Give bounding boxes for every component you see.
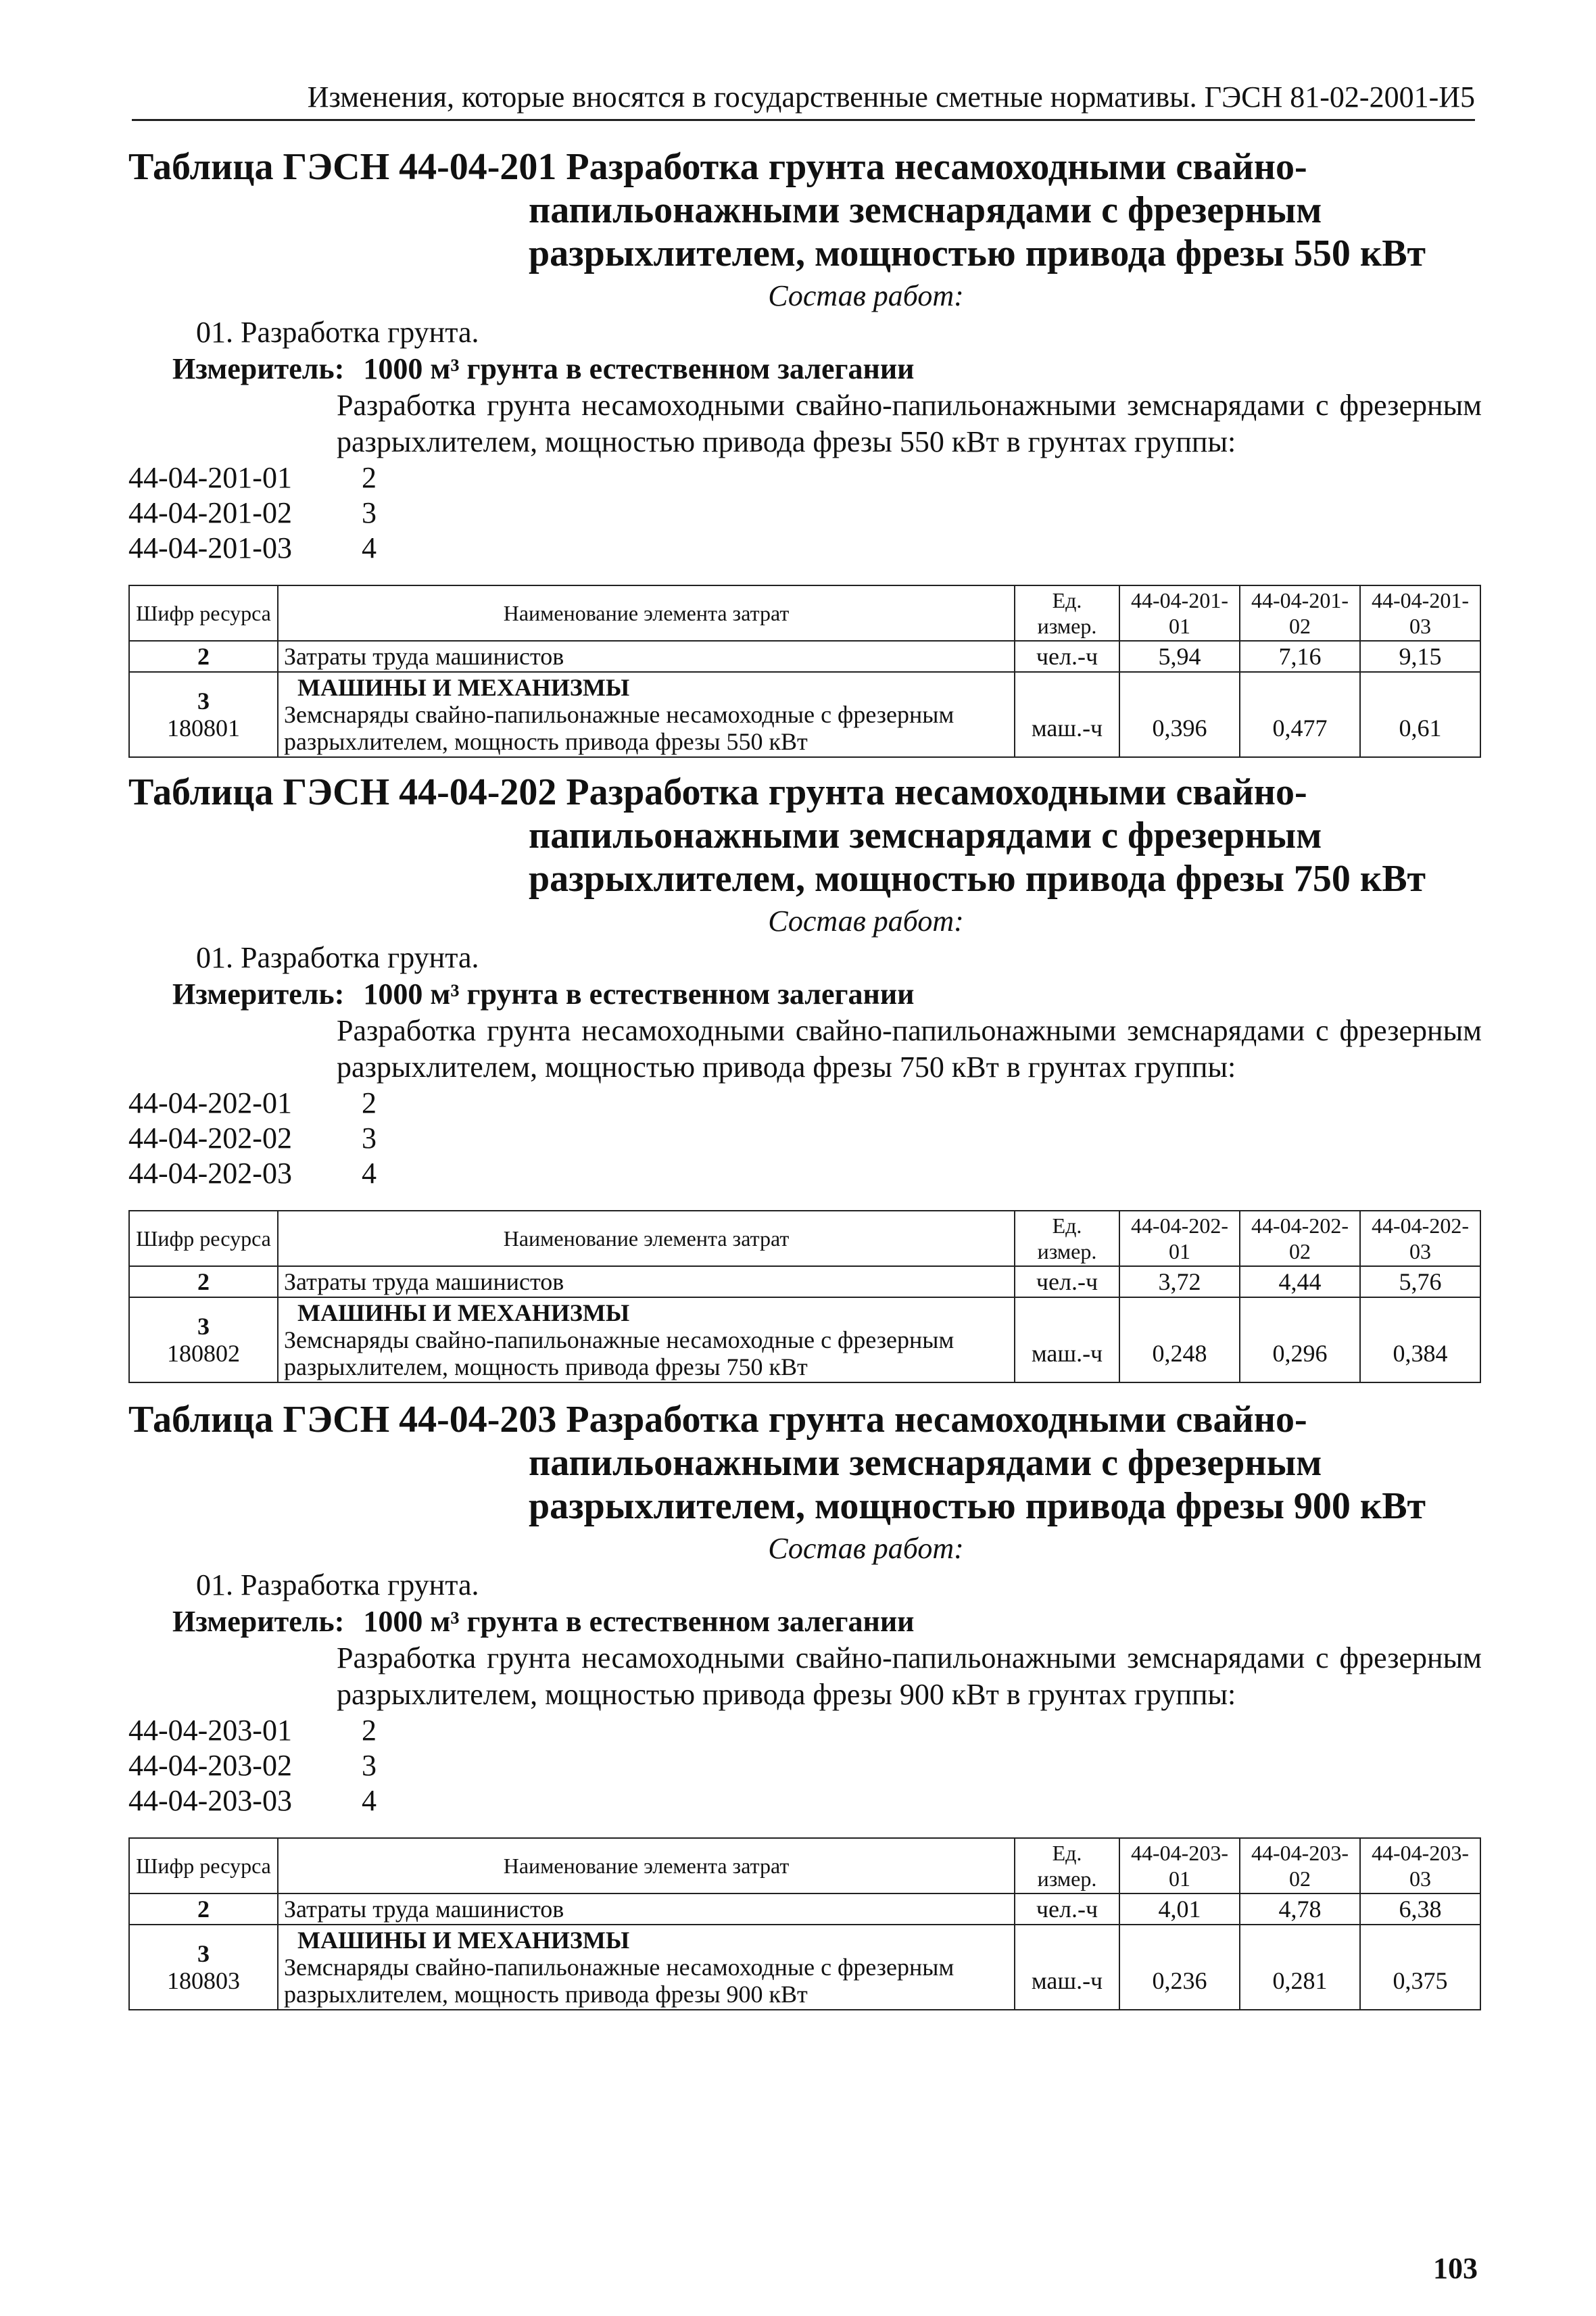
norm-table-section bbox=[128, 1398, 1482, 2010]
resource-code: 180803 bbox=[167, 1967, 240, 1994]
cell-value bbox=[1240, 1297, 1360, 1382]
cell-unit bbox=[1015, 672, 1119, 757]
col-norm-header: 44-04-203-02 bbox=[1240, 1838, 1360, 1893]
col-norm-header: 44-04-203-03 bbox=[1360, 1838, 1480, 1893]
meter bbox=[128, 351, 1482, 387]
norm-code-row bbox=[128, 1713, 1482, 1748]
soil-group: 2 bbox=[362, 1086, 377, 1119]
cell-name bbox=[278, 1297, 1015, 1382]
resources-table bbox=[128, 585, 1481, 758]
resource-unit: маш.-ч bbox=[1031, 1967, 1103, 1994]
norm-code: 44-04-203-01 bbox=[128, 1714, 292, 1747]
cell-value: 4,78 bbox=[1240, 1893, 1360, 1925]
norm-code-row bbox=[128, 1156, 1482, 1191]
table-header-row bbox=[129, 1211, 1480, 1266]
norm-code: 44-04-203-03 bbox=[128, 1784, 292, 1817]
meter-value: 1000 м³ грунта в естественном залегании bbox=[363, 1605, 915, 1638]
cell-value: 4,01 bbox=[1119, 1893, 1240, 1925]
col-unit-header: Ед. измер. bbox=[1015, 585, 1119, 641]
machinery-group-name: МАШИНЫ И МЕХАНИЗМЫ bbox=[297, 1299, 630, 1326]
soil-group: 2 bbox=[362, 461, 377, 494]
resource-value: 0,375 bbox=[1393, 1967, 1448, 1994]
cell-name: Затраты труда машинистов bbox=[278, 641, 1015, 672]
norm-code-row bbox=[128, 1121, 1482, 1156]
machinery-group-name: МАШИНЫ И МЕХАНИЗМЫ bbox=[297, 674, 630, 701]
col-norm-header: 44-04-201-01 bbox=[1119, 585, 1240, 641]
machinery-group-code: 3 bbox=[197, 1940, 210, 1967]
resource-value: 0,296 bbox=[1272, 1340, 1328, 1367]
cell-unit bbox=[1015, 1297, 1119, 1382]
resource-code: 180801 bbox=[167, 715, 240, 742]
cell-name: Затраты труда машинистов bbox=[278, 1893, 1015, 1925]
cell-value: 5,76 bbox=[1360, 1266, 1480, 1297]
cell-unit bbox=[1015, 1925, 1119, 2010]
operation: 01. Разработка грунта. bbox=[196, 1568, 479, 1601]
page-number: 103 bbox=[1433, 2252, 1478, 2285]
col-name-header: Наименование элемента затрат bbox=[278, 585, 1015, 641]
cell-code: 2 bbox=[129, 641, 278, 672]
table-row-machinery bbox=[129, 1925, 1480, 2010]
cell-value bbox=[1360, 672, 1480, 757]
norm-code-row bbox=[128, 496, 1482, 531]
col-unit-header: Ед. измер. bbox=[1015, 1838, 1119, 1893]
meter-value: 1000 м³ грунта в естественном залегании bbox=[363, 978, 915, 1011]
cell-value: 9,15 bbox=[1360, 641, 1480, 672]
description: Разработка грунта несамоходными свайно-папильонажными земснарядами с фрезерным разрыхлителем, мощностью привода фрезы 750 кВт в грунтах группы: bbox=[337, 1014, 1482, 1084]
table-header-row bbox=[129, 585, 1480, 641]
soil-group: 3 bbox=[362, 1121, 377, 1155]
resource-value: 0,281 bbox=[1272, 1967, 1328, 1994]
norm-codes bbox=[128, 1713, 1482, 1818]
machinery-group-name: МАШИНЫ И МЕХАНИЗМЫ bbox=[297, 1927, 630, 1954]
resource-value: 0,384 bbox=[1393, 1340, 1448, 1367]
soil-group: 3 bbox=[362, 1749, 377, 1782]
table-title: Таблица ГЭСН 44-04-202 Разработка грунта несамоходными свайно-папильонажными земснарядами с фрезерным разрыхлителем, мощностью привода фрезы 750 кВт bbox=[128, 771, 1426, 900]
cell-value: 3,72 bbox=[1119, 1266, 1240, 1297]
resource-code: 180802 bbox=[167, 1340, 240, 1367]
table-title: Таблица ГЭСН 44-04-203 Разработка грунта несамоходными свайно-папильонажными земснарядами с фрезерным разрыхлителем, мощностью привода фрезы 900 кВт bbox=[128, 1399, 1426, 1527]
soil-group: 4 bbox=[362, 1784, 377, 1817]
resource-value: 0,248 bbox=[1152, 1340, 1207, 1367]
soil-group: 2 bbox=[362, 1714, 377, 1747]
resource-name: Земснаряды свайно-папильонажные несамоходные с фрезерным разрыхлителем, мощность привода фрезы 750 кВт bbox=[284, 1326, 954, 1380]
cell-name bbox=[278, 672, 1015, 757]
cell-value: 4,44 bbox=[1240, 1266, 1360, 1297]
cell-value bbox=[1360, 1925, 1480, 2010]
cell-code bbox=[129, 1925, 278, 2010]
norm-code-row bbox=[128, 1748, 1482, 1783]
description: Разработка грунта несамоходными свайно-папильонажными земснарядами с фрезерным разрыхлителем, мощностью привода фрезы 550 кВт в грунтах группы: bbox=[337, 389, 1482, 458]
resource-name: Земснаряды свайно-папильонажные несамоходные с фрезерным разрыхлителем, мощность привода фрезы 900 кВт bbox=[284, 1954, 954, 2008]
cell-unit: чел.-ч bbox=[1015, 641, 1119, 672]
resource-unit: маш.-ч bbox=[1031, 715, 1103, 742]
cell-value bbox=[1360, 1297, 1480, 1382]
norm-codes bbox=[128, 1086, 1482, 1191]
norm-codes bbox=[128, 460, 1482, 566]
machinery-group-code: 3 bbox=[197, 1313, 210, 1340]
col-code-header: Шифр ресурса bbox=[129, 1211, 278, 1266]
description: Разработка грунта несамоходными свайно-папильонажными земснарядами с фрезерным разрыхлителем, мощностью привода фрезы 900 кВт в грунтах группы: bbox=[337, 1641, 1482, 1711]
table-row-labor bbox=[129, 1266, 1480, 1297]
col-norm-header: 44-04-202-02 bbox=[1240, 1211, 1360, 1266]
norm-code: 44-04-201-02 bbox=[128, 496, 292, 529]
cell-value bbox=[1119, 1297, 1240, 1382]
resource-value: 0,396 bbox=[1152, 715, 1207, 742]
resource-value: 0,61 bbox=[1399, 715, 1442, 742]
soil-group: 3 bbox=[362, 496, 377, 529]
norm-code-row bbox=[128, 460, 1482, 496]
table-row-labor bbox=[129, 641, 1480, 672]
meter bbox=[128, 976, 1482, 1013]
col-norm-header: 44-04-201-02 bbox=[1240, 585, 1360, 641]
running-header: Изменения, которые вносятся в государственные сметные нормативы. ГЭСН 81-02-2001-И5 bbox=[132, 80, 1475, 121]
col-name-header: Наименование элемента затрат bbox=[278, 1211, 1015, 1266]
cell-value: 6,38 bbox=[1360, 1893, 1480, 1925]
meter bbox=[128, 1603, 1482, 1640]
composition-label: Состав работ: bbox=[768, 1532, 964, 1565]
cell-code: 2 bbox=[129, 1266, 278, 1297]
meter-label: Измеритель: bbox=[172, 1605, 345, 1638]
operation: 01. Разработка грунта. bbox=[196, 941, 479, 974]
soil-group: 4 bbox=[362, 1157, 377, 1190]
col-norm-header: 44-04-201-03 bbox=[1360, 585, 1480, 641]
norm-code-row bbox=[128, 1783, 1482, 1818]
norm-code: 44-04-202-02 bbox=[128, 1121, 292, 1155]
table-header-row bbox=[129, 1838, 1480, 1893]
resource-unit: маш.-ч bbox=[1031, 1340, 1103, 1367]
resources-table bbox=[128, 1837, 1481, 2010]
norm-code: 44-04-202-03 bbox=[128, 1157, 292, 1190]
resource-value: 0,236 bbox=[1152, 1967, 1207, 1994]
col-norm-header: 44-04-202-01 bbox=[1119, 1211, 1240, 1266]
table-row-machinery bbox=[129, 1297, 1480, 1382]
col-norm-header: 44-04-203-01 bbox=[1119, 1838, 1240, 1893]
operation: 01. Разработка грунта. bbox=[196, 316, 479, 349]
col-norm-header: 44-04-202-03 bbox=[1360, 1211, 1480, 1266]
cell-name bbox=[278, 1925, 1015, 2010]
cell-value bbox=[1119, 672, 1240, 757]
table-title: Таблица ГЭСН 44-04-201 Разработка грунта несамоходными свайно-папильонажными земснарядами с фрезерным разрыхлителем, мощностью привода фрезы 550 кВт bbox=[128, 146, 1426, 274]
norm-table-section bbox=[128, 145, 1482, 758]
cell-unit: чел.-ч bbox=[1015, 1893, 1119, 1925]
norm-code-row bbox=[128, 531, 1482, 566]
cell-value bbox=[1119, 1925, 1240, 2010]
soil-group: 4 bbox=[362, 531, 377, 564]
col-code-header: Шифр ресурса bbox=[129, 1838, 278, 1893]
resource-value: 0,477 bbox=[1272, 715, 1328, 742]
col-unit-header: Ед. измер. bbox=[1015, 1211, 1119, 1266]
cell-value bbox=[1240, 1925, 1360, 2010]
norm-code: 44-04-203-02 bbox=[128, 1749, 292, 1782]
norm-code: 44-04-201-01 bbox=[128, 461, 292, 494]
cell-code bbox=[129, 672, 278, 757]
norm-code: 44-04-201-03 bbox=[128, 531, 292, 564]
meter-label: Измеритель: bbox=[172, 978, 345, 1011]
cell-value: 7,16 bbox=[1240, 641, 1360, 672]
machinery-group-code: 3 bbox=[197, 687, 210, 715]
table-row-machinery bbox=[129, 672, 1480, 757]
col-name-header: Наименование элемента затрат bbox=[278, 1838, 1015, 1893]
cell-unit: чел.-ч bbox=[1015, 1266, 1119, 1297]
composition-label: Состав работ: bbox=[768, 279, 964, 312]
meter-value: 1000 м³ грунта в естественном залегании bbox=[363, 352, 915, 385]
meter-label: Измеритель: bbox=[172, 352, 345, 385]
composition-label: Состав работ: bbox=[768, 904, 964, 938]
cell-code: 2 bbox=[129, 1893, 278, 1925]
table-row-labor bbox=[129, 1893, 1480, 1925]
norm-table-section bbox=[128, 771, 1482, 1383]
resources-table bbox=[128, 1210, 1481, 1383]
cell-value: 5,94 bbox=[1119, 641, 1240, 672]
col-code-header: Шифр ресурса bbox=[129, 585, 278, 641]
cell-name: Затраты труда машинистов bbox=[278, 1266, 1015, 1297]
norm-code-row bbox=[128, 1086, 1482, 1121]
resource-name: Земснаряды свайно-папильонажные несамоходные с фрезерным разрыхлителем, мощность привода фрезы 550 кВт bbox=[284, 701, 954, 755]
norm-code: 44-04-202-01 bbox=[128, 1086, 292, 1119]
cell-value bbox=[1240, 672, 1360, 757]
cell-code bbox=[129, 1297, 278, 1382]
